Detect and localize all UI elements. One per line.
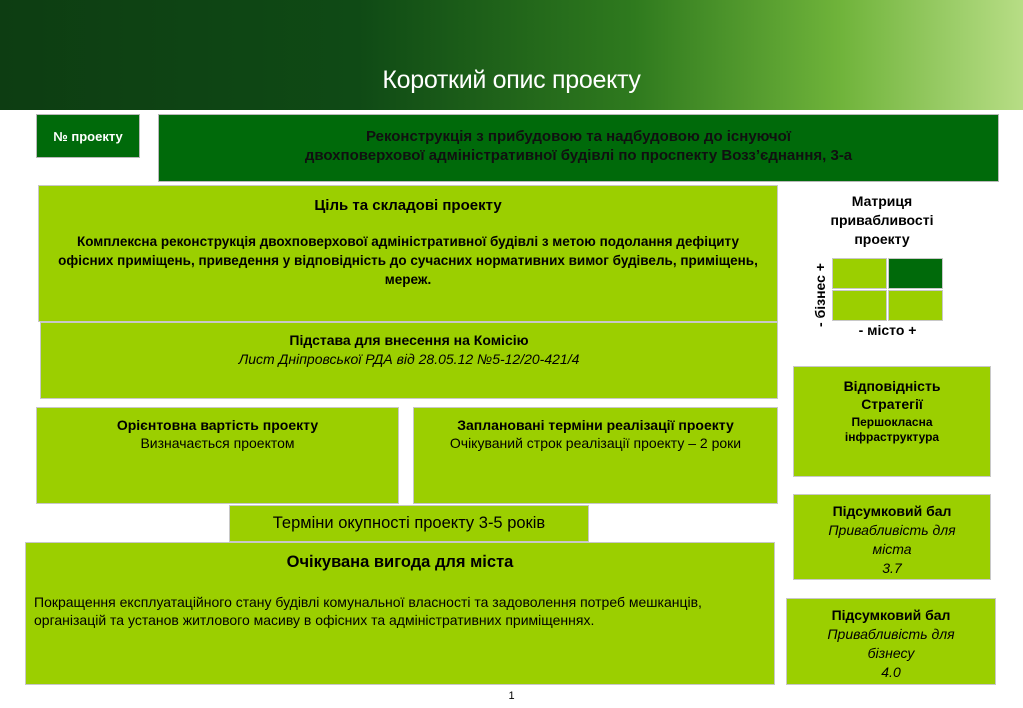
- terms-heading: Заплановані терміни реалізації проекту: [457, 417, 734, 433]
- terms-text: Очікуваний строк реалізації проекту – 2 роки: [449, 435, 742, 451]
- score-city-heading: Підсумковий бал: [832, 503, 952, 519]
- benefit-section: [25, 542, 775, 685]
- payback-text: Терміни окупності проекту 3-5 років: [272, 514, 546, 532]
- basis-section: [40, 322, 778, 399]
- strategy-text: [794, 415, 990, 445]
- strategy-heading: [794, 377, 990, 413]
- terms-section: [413, 407, 778, 504]
- strategy-text-line1: Першокласна: [851, 415, 933, 429]
- matrix-cell-bottom-left: [832, 290, 887, 321]
- matrix-title-line3: проекту: [854, 231, 910, 247]
- page-number: 1: [508, 690, 515, 702]
- page-title: Короткий опис проекту: [382, 66, 641, 94]
- strategy-heading-line1: Відповідність: [843, 378, 941, 394]
- header-banner: [0, 0, 1023, 110]
- cost-heading: Орієнтовна вартість проекту: [116, 417, 319, 433]
- cost-text: Визначається проектом: [140, 435, 295, 451]
- basis-text: Лист Дніпровської РДА від 28.05.12 №5-12/20-421/4: [238, 351, 580, 367]
- score-city-value: 3.7: [882, 560, 902, 576]
- score-city-line1: Привабливість для: [828, 522, 956, 538]
- matrix-cell-top-left: [832, 258, 887, 289]
- matrix-title-line2: привабливості: [830, 212, 934, 228]
- benefit-text: Покращення експлуатаційного стану будівлі комунальної власності та задоволення потреб мешканців, організацій та установ житлового масиву в офісних та адміністративних приміщеннях.: [34, 594, 702, 628]
- score-business-line2: бізнесу: [867, 645, 915, 661]
- strategy-section: [793, 366, 991, 477]
- matrix-y-axis-label: - бізнес +: [812, 263, 828, 327]
- strategy-text-line2: інфраструктура: [844, 430, 940, 444]
- score-business-value: 4.0: [881, 664, 901, 680]
- basis-heading: Підстава для внесення на Комісію: [289, 332, 529, 348]
- project-title-box: [158, 114, 999, 182]
- cost-section: [36, 407, 399, 504]
- strategy-heading-line2: Стратегії: [861, 396, 923, 412]
- score-business-heading: Підсумковий бал: [831, 607, 951, 623]
- project-title-line1: Реконструкція з прибудовою та надбудовою до існуючої: [365, 128, 792, 145]
- benefit-heading: Очікувана вигода для міста: [286, 553, 514, 571]
- goal-section: [38, 185, 778, 322]
- score-city-section: [793, 494, 991, 580]
- payback-banner: [229, 505, 589, 542]
- goal-heading: Ціль та складові проекту: [314, 197, 502, 214]
- matrix-x-axis-label: - місто +: [858, 322, 917, 338]
- project-number-label: № проекту: [36, 114, 140, 158]
- score-city-line2: міста: [872, 541, 912, 557]
- matrix-title: [812, 192, 952, 249]
- matrix-title-line1: Матриця: [851, 193, 913, 209]
- project-title-line2: двохповерхової адміністративної будівлі по проспекту Возз’єднання, 3-а: [304, 147, 853, 164]
- matrix-cell-bottom-right: [888, 290, 943, 321]
- score-business-line1: Привабливість для: [827, 626, 955, 642]
- matrix-cell-top-right: [888, 258, 943, 289]
- goal-text: Комплексна реконструкція двохповерхової адміністративної будівлі з метою подолання дефіциту офісних приміщень, приведення у відповідність до сучасних нормативних вимог будівель, приміщень, мереж.: [58, 234, 758, 287]
- score-business-section: [786, 598, 996, 685]
